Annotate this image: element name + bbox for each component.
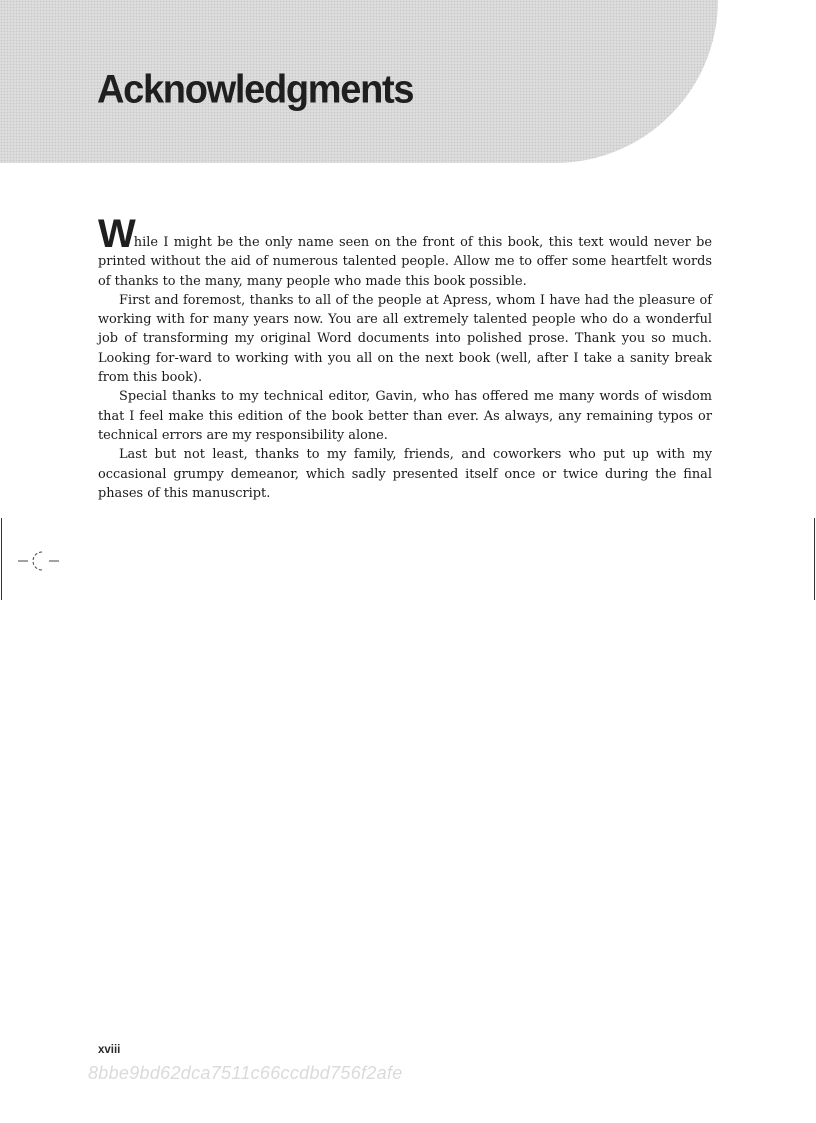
paragraph-2: First and foremost, thanks to all of the people at Apress, whom I have had the pleasure of working with for many years now. You are all extremely talented people who do a wonderful job of transforming my original Word documents into polished prose. Thank you so much. Looking for-ward to working with you all on the next book (well, after I take a sanity break from this book). [98, 292, 712, 386]
registration-mark-icon [16, 548, 62, 578]
right-margin-line [814, 518, 815, 600]
watermark: 8bbe9bd62dca7511c66ccdbd756f2afe [88, 1063, 403, 1083]
chapter-title: Acknowledgments [97, 67, 414, 112]
page-number: xviii [98, 1044, 121, 1056]
acknowledgments-body [98, 212, 712, 503]
paragraph-4: Last but not least, thanks to my family, friends, and coworkers who put up with my occasional grumpy demeanor, which sadly presented itself once or twice during the final phases of this manuscript. [98, 447, 712, 501]
paragraph-1-text: hile I might be the only name seen on the front of this book, this text would never be printed without the aid of numerous talented people. Allow me to offer some heartfelt words of thanks to the many, many people who made this book possible. [98, 235, 712, 289]
left-margin-line [1, 518, 2, 600]
drop-cap: W [98, 212, 134, 256]
paragraph-3: Special thanks to my technical editor, Gavin, who has offered me many words of wisdom that I feel make this edition of the book better than ever. As always, any remaining typos or technical errors are my responsibility alone. [98, 389, 712, 443]
paragraph-1 [98, 212, 712, 291]
